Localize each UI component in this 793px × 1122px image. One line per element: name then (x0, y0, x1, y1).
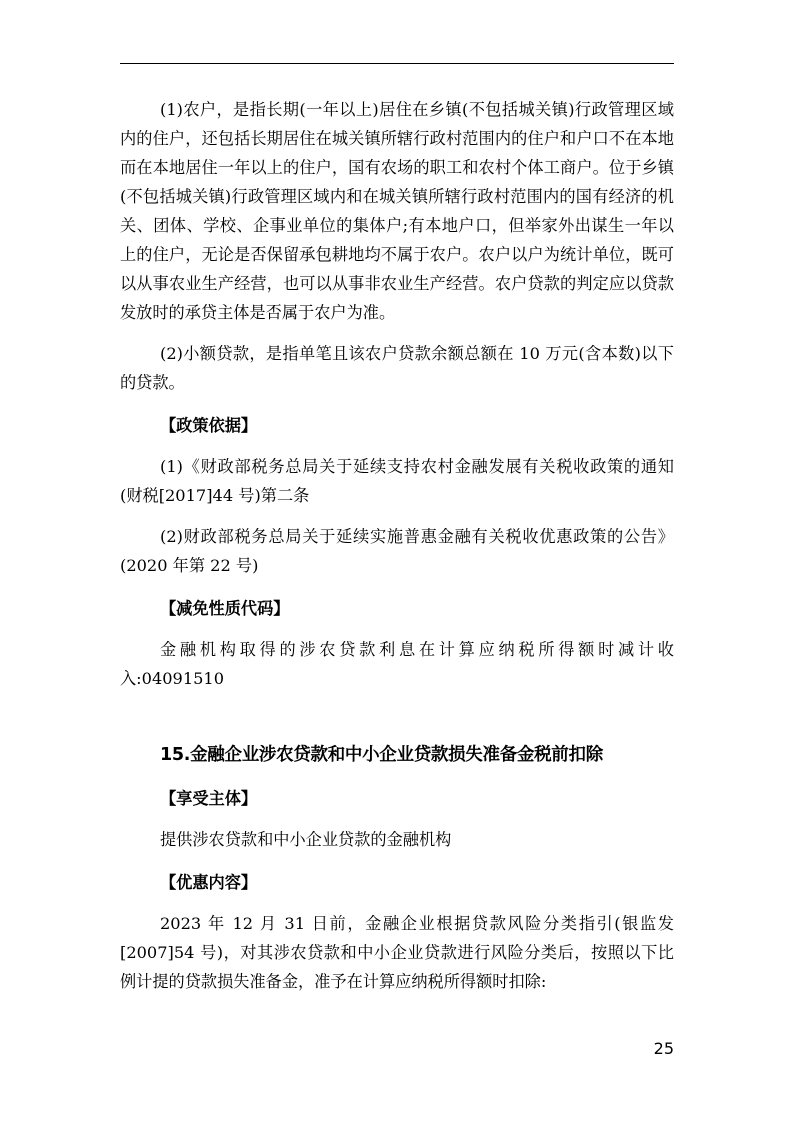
preferential-content-text: 2023 年 12 月 31 日前，金融企业根据贷款风险分类指引(银监发[2007]54 号)，对其涉农贷款和中小企业贷款进行风险分类后，按照以下比例计提的贷款损失准备金，准予在计算应纳税所得额时扣除: (120, 914, 674, 991)
page-content (120, 95, 674, 996)
policy-basis-item-2: (2)财政部税务总局关于延续实施普惠金融有关税收优惠政策的公告》(2020 年第 22 号) (120, 527, 674, 575)
section-15-title: 15.金融企业涉农贷款和中小企业贷款损失准备金税前扣除 (160, 745, 603, 765)
beneficiary-text: 提供涉农贷款和中小企业贷款的金融机构 (160, 830, 452, 849)
header-rule (120, 63, 674, 64)
policy-basis-item-1: (1)《财政部税务总局关于延续支持农村金融发展有关税收政策的通知(财税[2017]44 号)第二条 (120, 457, 674, 505)
page-number: 25 (653, 1039, 674, 1058)
preferential-content-heading: 【优惠内容】 (160, 873, 258, 892)
reduction-code-heading: 【减免性质代码】 (160, 599, 290, 618)
small-loan-definition-paragraph: (2)小额贷款，是指单笔且该农户贷款余额总额在 10 万元(含本数)以下的贷款。 (120, 344, 674, 392)
farmer-definition-paragraph: (1)农户，是指长期(一年以上)居住在乡镇(不包括城关镇)行政管理区域内的住户，还包括长期居住在城关镇所辖行政村范围内的住户和户口不在本地而在本地居住一年以上的住户，国有农场的职工和农村个体工商户。位于乡镇(不包括城关镇)行政管理区域内和在城关镇所辖行政村范围内的国有经济的机关、团体、学校、企事业单位的集体户;有本地户口，但举家外出谋生一年以上的住户，无论是否保留承包耕地均不属于农户。农户以户为统计单位，既可以从事农业生产经营，也可以从事非农业生产经营。农户贷款的判定应以贷款发放时的承贷主体是否属于农户为准。 (120, 100, 674, 322)
reduction-code-text: 金融机构取得的涉农贷款利息在计算应纳税所得额时减计收入:04091510 (120, 640, 674, 688)
policy-basis-heading: 【政策依据】 (160, 416, 258, 435)
beneficiary-heading: 【享受主体】 (160, 789, 258, 808)
